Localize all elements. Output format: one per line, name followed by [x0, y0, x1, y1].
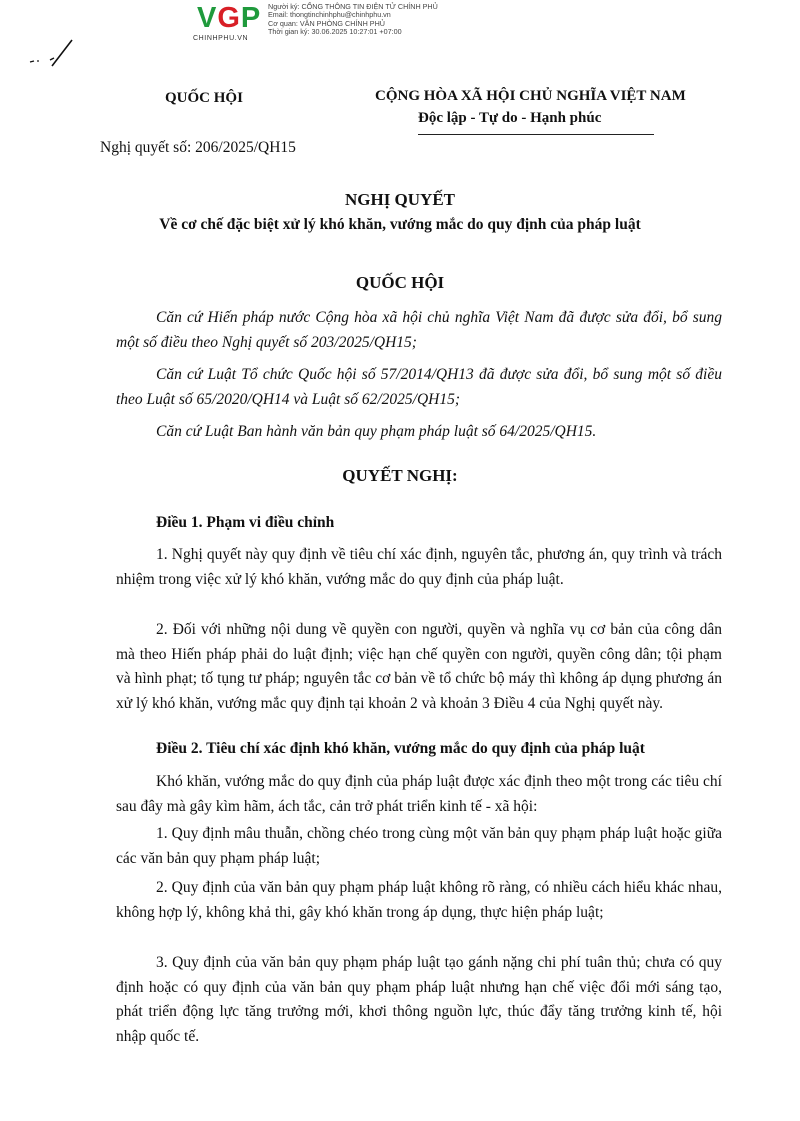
- article-1-title: Điều 1. Phạm vi điều chỉnh: [156, 514, 335, 531]
- article-1-clause-2: 2. Đối với những nội dung về quyền con người, quyền và nghĩa vụ cơ bản của công dân mà theo Hiến pháp phải do luật định; việc hạn chế quyền con người, quyền công dân; tội phạm và hình phạt; tố tụng tư pháp; nguyên tắc cơ bản về tổ chức bộ máy thì không áp dụng phương án xử lý khó khăn, vướng mắc quy định tại khoản 2 và khoản 3 Điều 4 của Nghị quyết này.: [116, 621, 722, 712]
- article-1-clause-1: 1. Nghị quyết này quy định về tiêu chí xác định, nguyên tắc, phương án, quy trình và trách nhiệm trong việc xử lý khó khăn, vướng mắc do quy định của pháp luật.: [116, 546, 722, 588]
- article-2-title: Điều 2. Tiêu chí xác định khó khăn, vướng mắc do quy định của pháp luật: [156, 740, 645, 757]
- handwritten-mark: [28, 38, 78, 72]
- issuer-name: QUỐC HỘI: [165, 90, 243, 106]
- article-2-clause-1: 1. Quy định mâu thuẫn, chồng chéo trong cùng một văn bản quy phạm pháp luật hoặc giữa các văn bản quy phạm pháp luật;: [116, 825, 722, 867]
- article-2-intro: Khó khăn, vướng mắc do quy định của pháp luật được xác định theo một trong các tiêu chí sau đây mà gây kìm hãm, ách tắc, cản trở phát triển kinh tế - xã hội:: [116, 773, 722, 815]
- digital-signature-info: [268, 3, 438, 37]
- country-name: CỘNG HÒA XÃ HỘI CHỦ NGHĨA VIỆT NAM: [375, 88, 686, 104]
- vgp-logo: VGP: [197, 2, 262, 34]
- motto-underline: [418, 134, 654, 135]
- decides-heading: QUYẾT NGHỊ:: [342, 466, 458, 485]
- document-subtitle: Về cơ chế đặc biệt xử lý khó khăn, vướng mắc do quy định của pháp luật: [159, 216, 641, 233]
- article-2-clause-3: 3. Quy định của văn bản quy phạm pháp luật tạo gánh nặng chi phí tuân thủ; chưa có quy định hoặc có quy định của văn bản quy phạm pháp luật nhưng hạn chế việc đổi mới sáng tạo, phát triển động lực tăng trưởng mới, khơi thông nguồn lực, thúc đẩy tăng trưởng kinh tế, hội nhập quốc tế.: [116, 954, 722, 1045]
- legal-basis-2: Căn cứ Luật Tổ chức Quốc hội số 57/2014/QH13 đã được sửa đổi, bổ sung một số điều theo Luật số 65/2020/QH14 và Luật số 62/2025/QH15;: [116, 366, 722, 408]
- email-line: Email: thongtinchinhphu@chinhphu.vn: [268, 10, 391, 20]
- legal-basis-1: Căn cứ Hiến pháp nước Cộng hòa xã hội chủ nghĩa Việt Nam đã được sửa đổi, bổ sung một số điều theo Nghị quyết số 203/2025/QH15;: [116, 309, 722, 351]
- signer-line: Người ký: CỔNG THÔNG TIN ĐIỆN TỬ CHÍNH PHỦ: [268, 2, 438, 11]
- time-line: Thời gian ký: 30.06.2025 10:27:01 +07:00: [268, 27, 402, 37]
- document-number: Nghị quyết số: 206/2025/QH15: [100, 139, 296, 156]
- article-2-clause-2: 2. Quy định của văn bản quy phạm pháp luật không rõ ràng, có nhiều cách hiểu khác nhau, không hợp lý, không khả thi, gây khó khăn trong áp dụng, thực hiện pháp luật;: [116, 879, 722, 921]
- agency-line: Cơ quan: VĂN PHÒNG CHÍNH PHỦ: [268, 18, 385, 28]
- issuer-heading: QUỐC HỘI: [355, 273, 445, 292]
- national-motto: Độc lập - Tự do - Hạnh phúc: [418, 110, 602, 126]
- legal-basis-3: Căn cứ Luật Ban hành văn bản quy phạm pháp luật số 64/2025/QH15.: [156, 423, 597, 440]
- document-title: NGHỊ QUYẾT: [344, 190, 456, 209]
- vgp-logo-subtitle: CHINHPHU.VN: [193, 35, 249, 42]
